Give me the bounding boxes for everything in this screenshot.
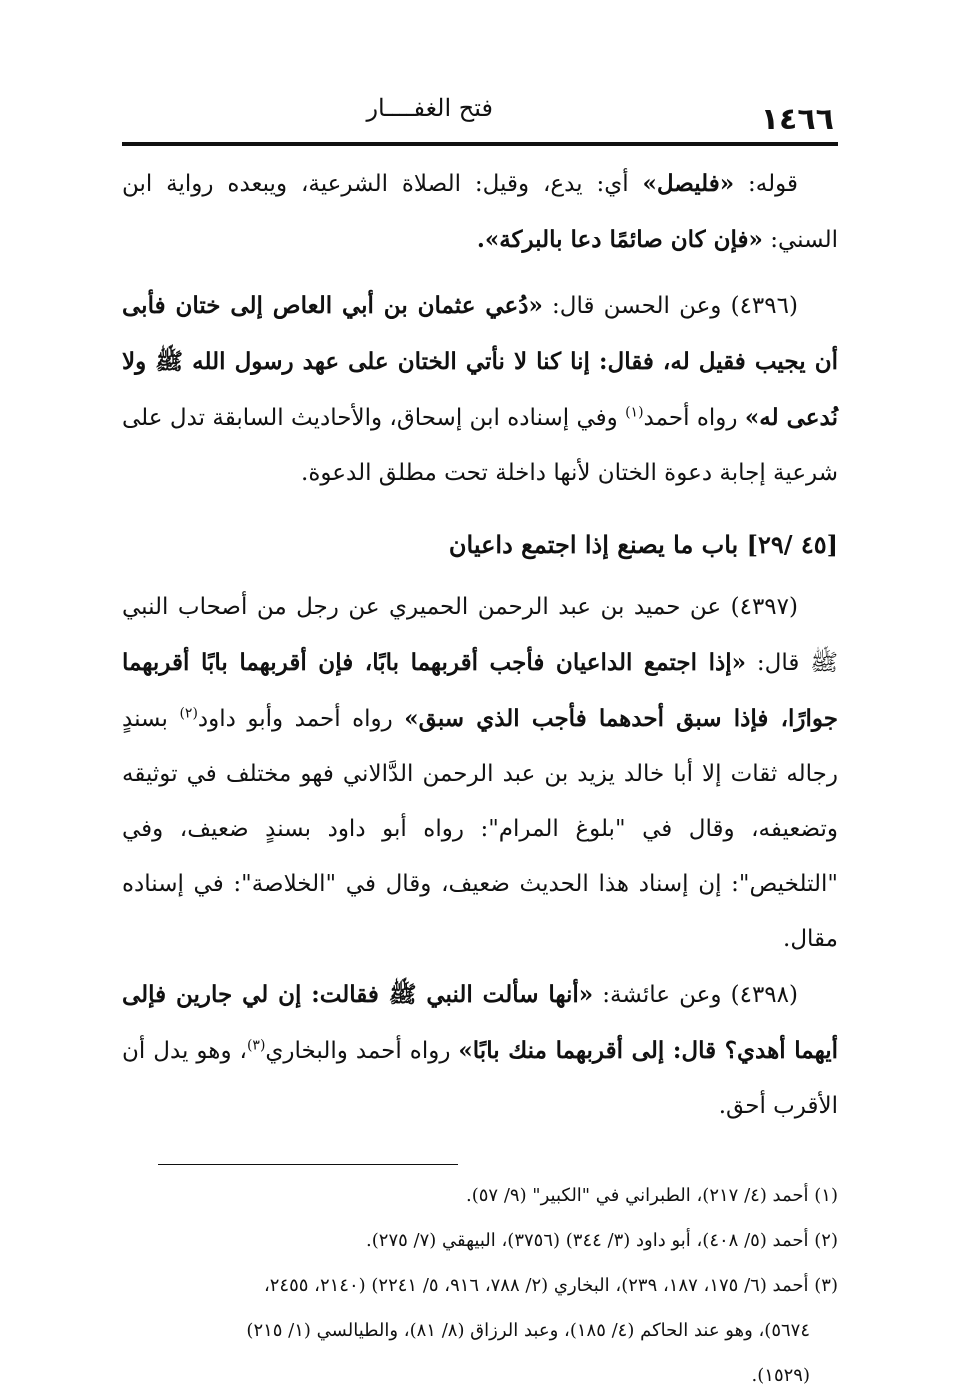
footnote-marker: (١)	[625, 404, 644, 421]
footnote-1: (١) أحمد (٤/ ٢١٧)، الطبراني في "الكبير" (٩/ ٥٧).	[466, 1185, 838, 1206]
hadith-text: «أنها سألت النبي ﷺ فقالت: إن لي جارين فإلى أيهما أهدي؟ قال: إلى أقربهما منك بابًا»	[122, 981, 838, 1064]
footnotes	[122, 1173, 838, 1398]
text-segment: قوله:	[734, 171, 799, 197]
footnote-3-continued: ٥٦٧٤)، وهو عند الحاكم (٤/ ١٨٥)، وعبد الرزاق (٨/ ٨١)، والطيالسي (١/ ٢١٥)	[246, 1320, 810, 1341]
text-segment: ، وهو يدل أن الأقرب أحق.	[122, 1038, 838, 1119]
footnote-marker: (٢)	[179, 705, 198, 722]
hadith-4397	[122, 580, 838, 967]
text-segment: رواه أحمد والبخاري	[265, 1038, 459, 1064]
hadith-4396	[122, 278, 838, 501]
hadith-number: (٤٣٩٦)	[730, 293, 798, 319]
page-header	[122, 92, 838, 146]
paragraph-commentary	[122, 156, 838, 268]
book-page	[122, 92, 838, 1386]
text-segment: عن حميد بن عبد الرحمن الحميري عن رجل من أصحاب النبي ﷺ قال:	[122, 594, 838, 676]
page-number: ١٤٦٦	[760, 102, 834, 137]
text-segment: رواه أحمد	[643, 405, 745, 431]
footnote-2: (٢) أحمد (٥/ ٤٠٨)، أبو داود (٣/ ٣٤٤) (٣٧٥٦)، البيهقي (٧/ ٢٧٥).	[366, 1230, 838, 1251]
text-segment: رواه أحمد وأبو داود	[197, 706, 405, 732]
hadith-text: «دُعي عثمان بن أبي العاص إلى ختان فأبى أن يجيب فقيل له، فقال: إنا كنا لا نأتي الختان على عهد رسول الله ﷺ ولا نُدعى له»	[122, 292, 838, 431]
quoted-word: «فليصل»	[642, 170, 735, 197]
hadith-number: (٤٣٩٧)	[730, 594, 798, 620]
hadith-text: «إذا اجتمع الداعيان فأجب أقربهما بابًا، فإن أقربهما بابًا أقربهما جوارًا، فإذا سبق أحدهما فأجب الذي سبق»	[122, 649, 838, 732]
quoted-hadith: «فإن كان صائمًا دعا بالبركة».	[476, 226, 763, 253]
footnote-3-end: (١٥٢٩).	[751, 1365, 810, 1386]
hadith-number: (٤٣٩٨)	[730, 982, 798, 1008]
footnote-3: (٣) أحمد (٦/ ١٧٥، ١٨٧، ٢٣٩)، البخاري (٢/ ٧٨٨، ٩١٦، ٥/ ٢٢٤١) (٢١٤٠، ٢٤٥٥،	[263, 1275, 838, 1296]
text-segment: وعن الحسن قال:	[542, 293, 731, 319]
chapter-heading: [٤٥ /٢٩] باب ما يصنع إذا اجتمع داعيان	[448, 530, 838, 559]
footnote-marker: (٣)	[246, 1037, 266, 1054]
text-segment: أي: يدع، وقيل: الصلاة الشرعية، ويبعده رواية ابن السني:	[122, 171, 838, 253]
text-segment: بسندٍ رجاله ثقات إلا أبا خالد يزيد بن عبد الرحمن الدَّالاني فهو مختلف في توثيقه وتضعيفه، وقال في "بلوغ المرام": رواه أبو داود بسندٍ ضعيف، وفي "التلخيص": إن إسناد هذا الحديث ضعيف، وقال في "الخلاصة": في إسناده مقال.	[122, 706, 838, 952]
running-title: فتح الغفــــار	[366, 94, 493, 122]
hadith-4398	[122, 967, 838, 1134]
footnote-divider	[158, 1164, 458, 1165]
text-segment: وعن عائشة:	[593, 982, 731, 1008]
text-segment: وفي إسناده ابن إسحاق، والأحاديث السابقة تدل على شرعية إجابة دعوة الختان لأنها داخلة تحت مطلق الدعوة.	[122, 405, 838, 486]
page-body	[122, 156, 838, 1134]
